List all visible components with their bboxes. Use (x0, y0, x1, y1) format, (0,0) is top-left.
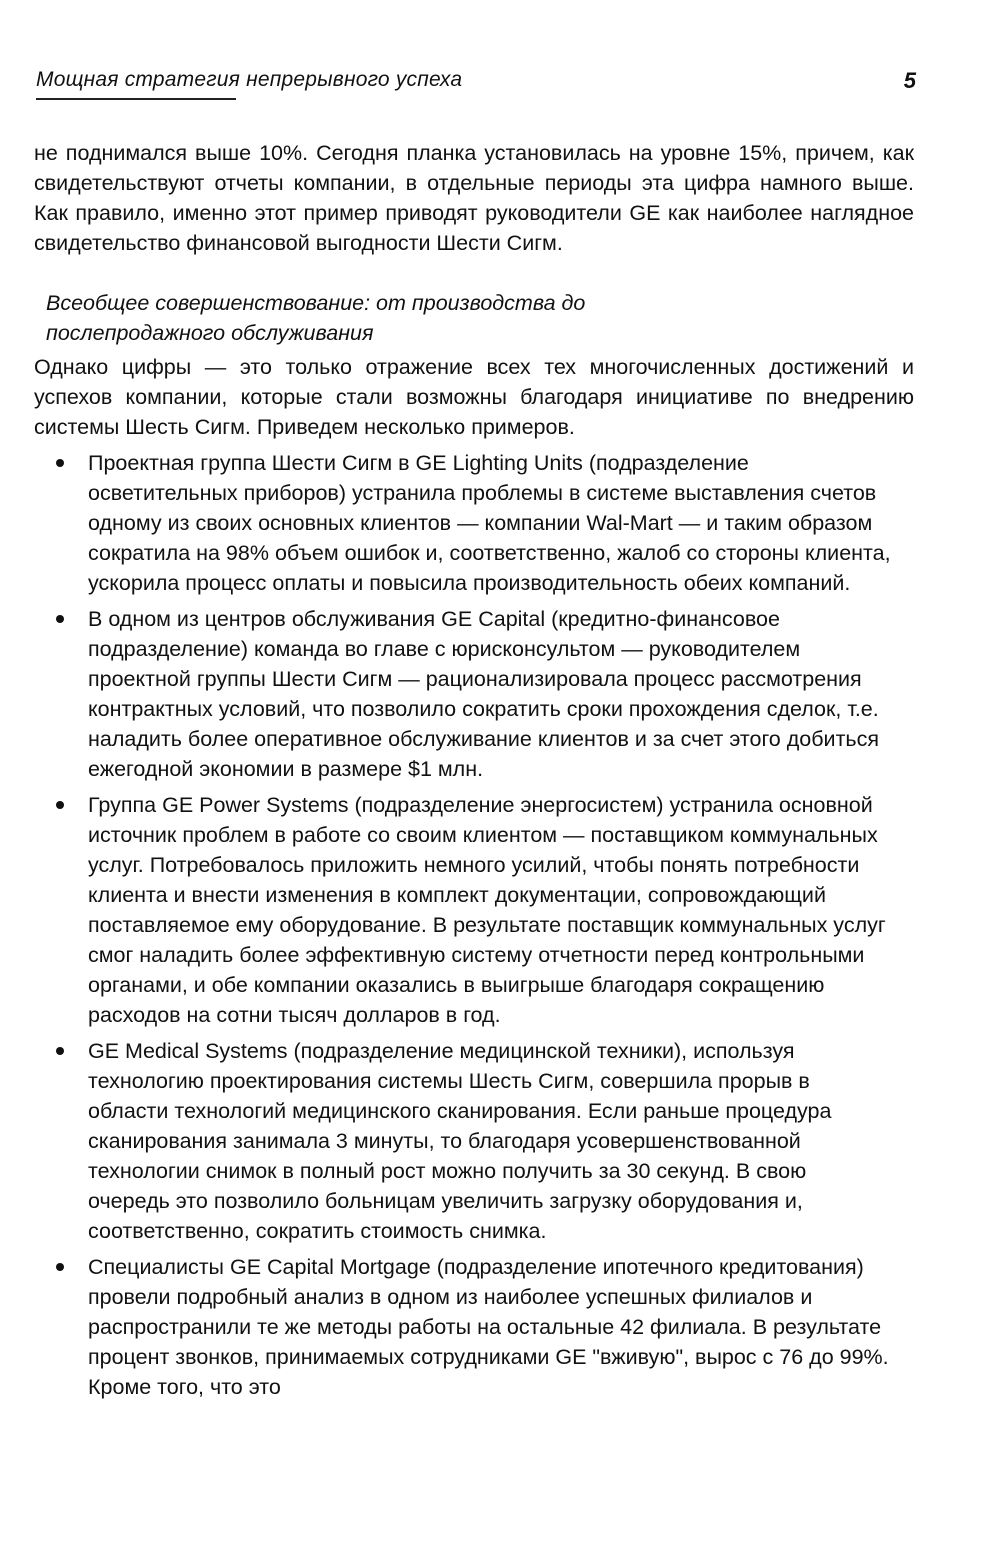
list-item-text: Специалисты GE Capital Mortgage (подразделение ипотечного кредитования) провели подробный анализ в одном из наиболее успешных филиалов и распространили те же методы работы на остальные 42 филиала. В результате процент звонков, принимаемых сотрудниками GE "вживую", вырос с 76 до 99%. Кроме того, что это (88, 1255, 889, 1399)
running-title: Мощная стратегия непрерывного успеха (36, 68, 463, 91)
list-item (34, 1252, 893, 1402)
bullet-icon (56, 1263, 64, 1271)
list-item-text: GE Medical Systems (подразделение медицинской техники), используя технологию проектирования системы Шесть Сигм, совершила прорыв в области технологий медицинского сканирования. Если раньше процедура сканирования занимала 3 минуты, то благодаря усовершенствованной технологии снимок в полный рост можно получить за 30 секунд. В свою очередь это позволило больницам увеличить загрузку оборудования и, соответственно, сократить стоимость снимка. (88, 1039, 832, 1243)
header-rule (36, 98, 236, 100)
bullet-icon (56, 801, 64, 809)
page-number: 5 (903, 68, 916, 93)
list-item (34, 790, 893, 1030)
list-item (34, 604, 893, 784)
list-item-text: Группа GE Power Systems (подразделение энергосистем) устранила основной источник проблем в работе со своим клиентом — поставщиком коммунальных услуг. Потребовалось приложить немного усилий, чтобы понять потребности клиента и внести изменения в комплект документации, сопровождающий поставляемое ему оборудование. В результате поставщик коммунальных услуг смог наладить более эффективную систему отчетности перед контрольными органами, и обе компании оказались в выигрыше благодаря сокращению расходов на сотни тысяч долларов в год. (88, 793, 886, 1027)
list-item (34, 448, 893, 598)
bullet-icon (56, 615, 64, 623)
list-item (34, 1036, 893, 1246)
bullet-icon (56, 1047, 64, 1055)
list-item-text: Проектная группа Шести Сигм в GE Lighting Units (подразделение осветительных приборов) устранила проблемы в системе выставления счетов одному из своих основных клиентов — компании Wal-Mart — и таким образом сократила на 98% объем ошибок и, соответственно, жалоб со стороны клиента, ускорила процесс оплаты и повысила производительность обеих компаний. (88, 451, 891, 595)
intro-paragraph: Однако цифры — это только отражение всех тех многочисленных достижений и успехов компании, которые стали возможны благодаря инициативе по внедрению системы Шесть Сигм. Приведем несколько примеров. (34, 355, 914, 439)
opening-paragraph: не поднимался выше 10%. Сегодня планка установилась на уровне 15%, причем, как свидетельствуют отчеты компании, в отдельные периоды эта цифра намного выше. Как правило, именно этот пример приводят руководители GE как наиболее наглядное свидетельство финансовой выгодности Шести Сигм. (34, 141, 914, 255)
section-heading: Всеобщее совершенствование: от производства до послепродажного обслуживания (46, 291, 586, 345)
examples-list (34, 448, 914, 1402)
running-header (36, 68, 916, 98)
list-item-text: В одном из центров обслуживания GE Capital (кредитно-финансовое подразделение) команда во главе с юрисконсультом — руководителем проектной группы Шести Сигм — рационализировала процесс рассмотрения контрактных условий, что позволило сократить сроки прохождения сделок, т.е. наладить более оперативное обслуживание клиентов и за счет этого добиться ежегодной экономии в размере $1 млн. (88, 607, 880, 781)
bullet-icon (56, 459, 64, 467)
body-text (34, 138, 914, 1408)
